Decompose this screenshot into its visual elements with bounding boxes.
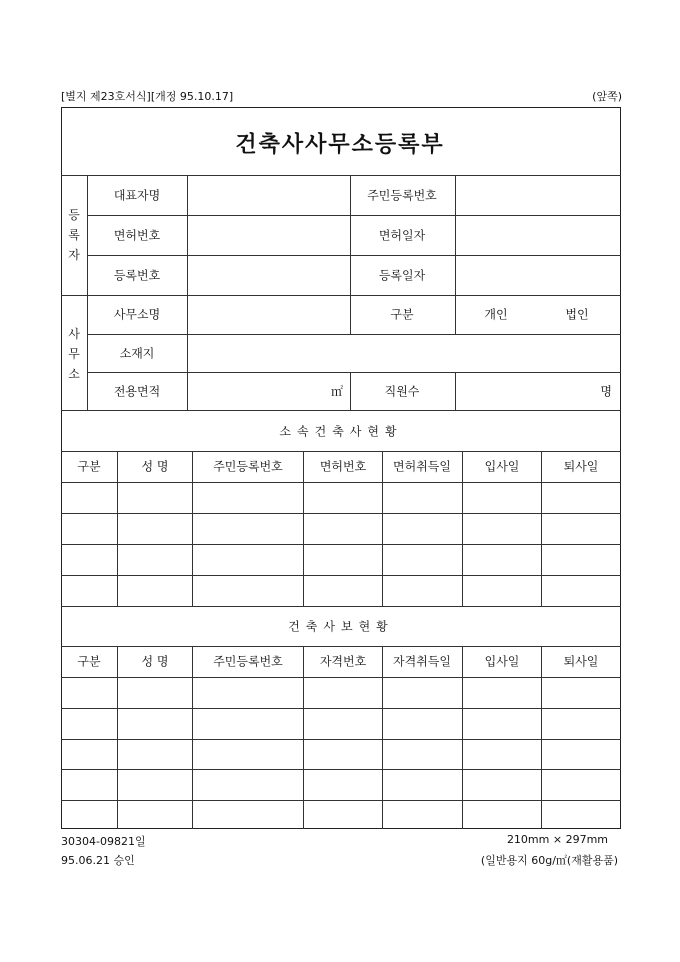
license-number-label: 면허번호 (113, 228, 161, 243)
footer-paper-spec: (일반용지 60g/㎡(재활용품) (480, 854, 618, 867)
col-header: 면허번호 (319, 459, 367, 474)
divider (87, 334, 621, 335)
divider (541, 646, 542, 829)
divider (61, 482, 621, 483)
divider (61, 575, 621, 576)
divider (382, 646, 383, 829)
area-unit: ㎡ (330, 384, 343, 399)
section-assistants-title: 건축사보현황 (288, 619, 394, 634)
divider (87, 215, 621, 216)
divider (303, 646, 304, 829)
office-name-label: 사무소명 (113, 307, 161, 322)
col-header: 퇴사일 (563, 654, 599, 669)
divider (61, 708, 621, 709)
divider (192, 646, 193, 829)
divider (541, 451, 542, 606)
office-type-individual: 개인 (484, 307, 508, 322)
col-header: 주민등록번호 (213, 654, 283, 669)
registration-number-label: 등록번호 (113, 268, 161, 283)
divider (61, 800, 621, 801)
staff-count-label: 직원수 (384, 384, 420, 399)
divider (117, 646, 118, 829)
footer-paper-size: 210mm × 297mm (506, 833, 608, 846)
divider (87, 175, 88, 410)
col-header: 입사일 (484, 459, 520, 474)
col-header: 퇴사일 (563, 459, 599, 474)
col-header: 성 명 (141, 654, 169, 669)
divider (87, 372, 621, 373)
resident-number-label: 주민등록번호 (367, 188, 437, 203)
divider (117, 451, 118, 606)
divider (87, 255, 621, 256)
col-header: 주민등록번호 (213, 459, 283, 474)
divider (61, 295, 621, 296)
form-number: [별지 제23호서식][개정 95.10.17] (61, 90, 234, 103)
divider (61, 513, 621, 514)
divider (61, 677, 621, 678)
col-header: 자격번호 (319, 654, 367, 669)
divider (462, 646, 463, 829)
col-header: 구분 (77, 459, 101, 474)
divider (61, 175, 621, 176)
divider (61, 544, 621, 545)
divider (61, 769, 621, 770)
floor-area-label: 전용면적 (113, 384, 161, 399)
divider (192, 451, 193, 606)
divider (382, 451, 383, 606)
license-date-label: 면허일자 (378, 228, 426, 243)
col-header: 입사일 (484, 654, 520, 669)
office-type-label: 구분 (390, 307, 414, 322)
divider (187, 175, 188, 410)
office-type-corporate: 법인 (565, 307, 589, 322)
registrant-group-label: 등록자 (68, 208, 80, 262)
col-header: 성 명 (141, 459, 169, 474)
col-header: 면허취득일 (393, 459, 451, 474)
divider (61, 646, 621, 647)
divider (455, 175, 456, 334)
form-title: 건축사사무소등록부 (235, 131, 445, 158)
divider (350, 372, 351, 410)
footer-code: 30304-09821일 (61, 835, 146, 848)
divider (350, 175, 351, 334)
representative-name-label: 대표자명 (113, 188, 161, 203)
staff-unit: 명 (600, 384, 612, 399)
divider (61, 606, 621, 607)
registration-date-label: 등록일자 (378, 268, 426, 283)
page-side-label: (앞쪽) (592, 90, 622, 103)
divider (61, 739, 621, 740)
col-header: 구분 (77, 654, 101, 669)
divider (462, 451, 463, 606)
address-label: 소재지 (119, 346, 155, 361)
divider (455, 372, 456, 410)
divider (61, 451, 621, 452)
section-architects-title: 소속건축사현황 (279, 424, 403, 439)
divider (303, 451, 304, 606)
col-header: 자격취득일 (393, 654, 451, 669)
footer-approval: 95.06.21 승인 (61, 854, 135, 867)
divider (61, 410, 621, 411)
office-group-label: 사무소 (68, 327, 80, 381)
